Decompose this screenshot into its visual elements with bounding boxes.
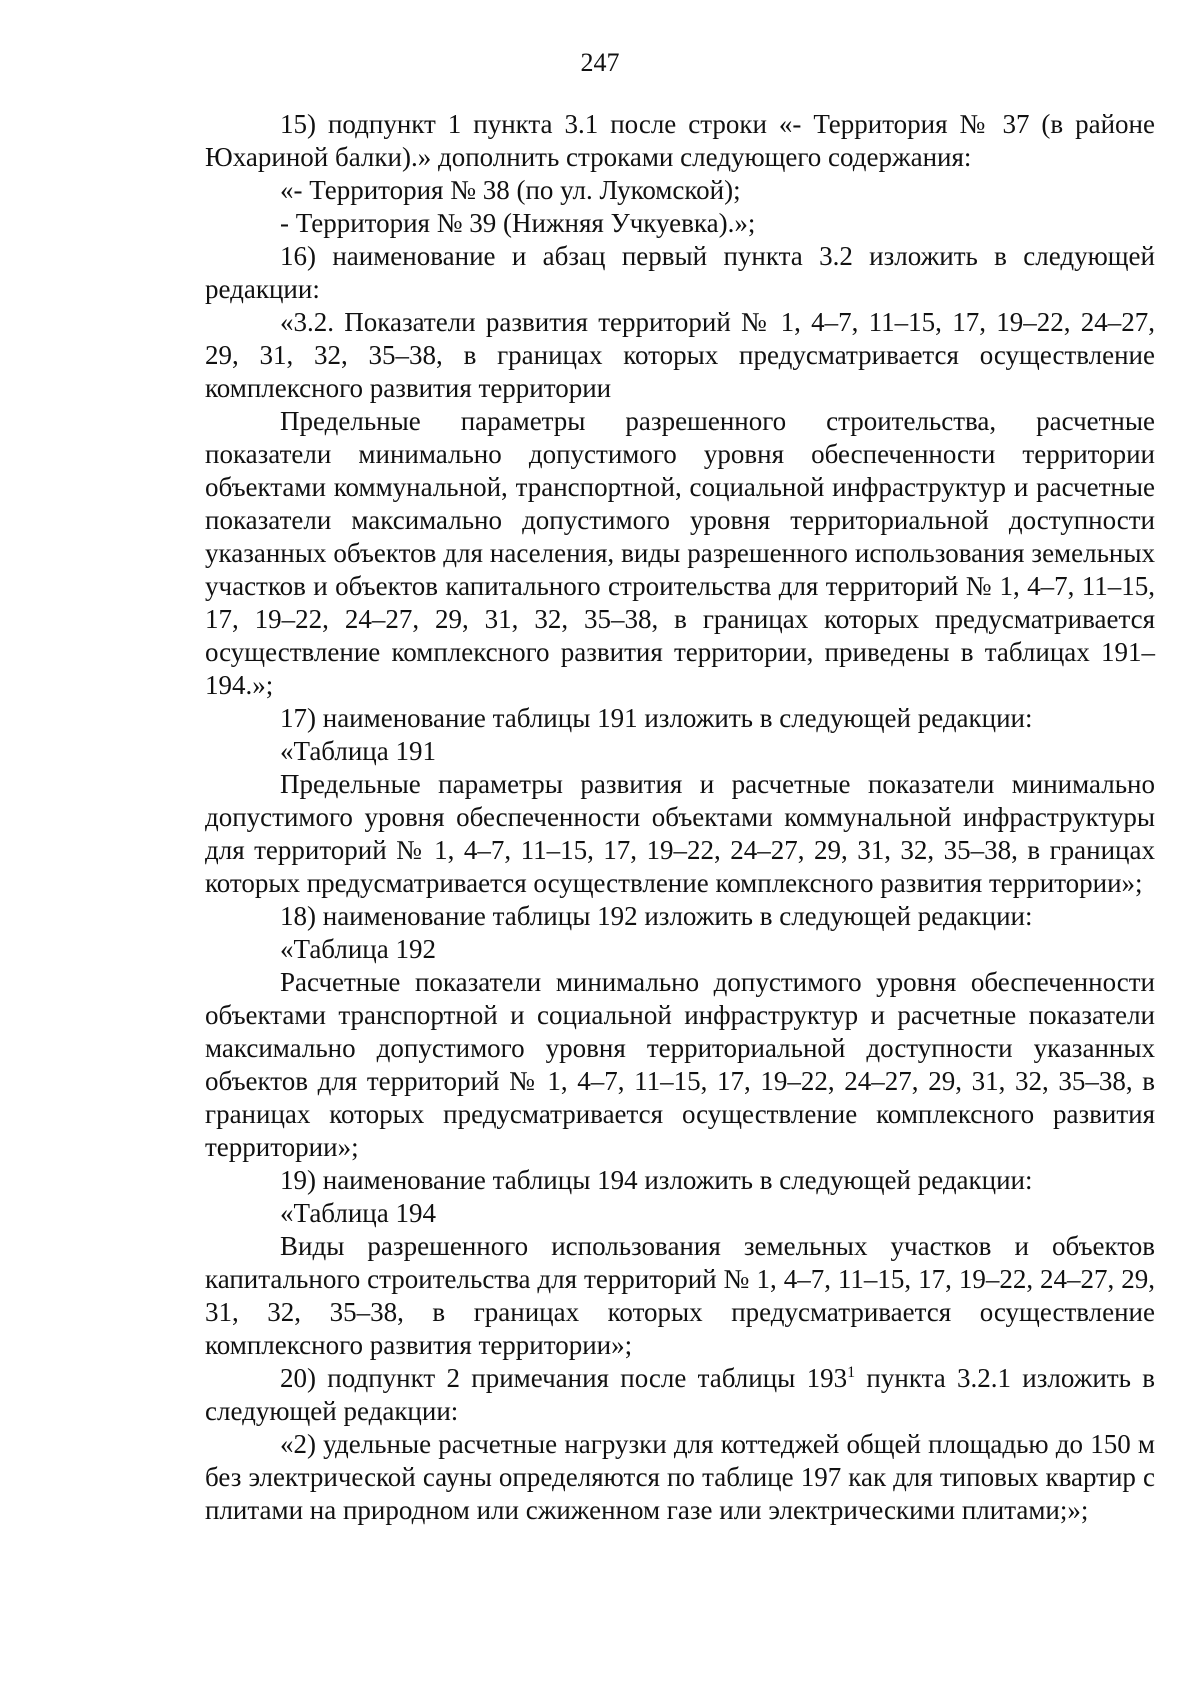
table-192-title: Расчетные показатели минимально допустимого уровня обеспеченности объектами транспортной и социальной инфраструктур и расчетные показатели максимально допустимого уровня территориальной доступности указанных объектов для территорий № 1, 4–7, 11–15, 17, 19–22, 24–27, 29, 31, 32, 35–38, в границах которых предусматривается осуществление комплексного развития территории»;: [205, 967, 1155, 1162]
paragraph-territory-39: - Территория № 39 (Нижняя Учкуевка).»;: [280, 208, 756, 238]
paragraph-territory-38: «- Территория № 38 (по ул. Лукомской);: [280, 175, 741, 205]
paragraph-3-2-body: Предельные параметры разрешенного строительства, расчетные показатели минимально допустимого уровня обеспеченности территории объектами коммунальной, транспортной, социальной инфраструктур и расчетные показатели максимально допустимого уровня территориальной доступности указанных объектов для населения, виды разрешенного использования земельных участков и объектов капитального строительства для территорий № 1, 4–7, 11–15, 17, 19–22, 24–27, 29, 31, 32, 35–38, в границах которых предусматривается осуществление комплексного развития территории, приведены в таблицах 191–194.»;: [205, 406, 1155, 700]
paragraph-17: 17) наименование таблицы 191 изложить в следующей редакции:: [280, 703, 1033, 733]
table-194-label: «Таблица 194: [280, 1198, 436, 1228]
document-body: [205, 108, 1155, 1527]
paragraph-20-superscript: 1: [847, 1364, 856, 1381]
paragraph-19: 19) наименование таблицы 194 изложить в следующей редакции:: [280, 1165, 1033, 1195]
paragraph-20-before: 20) подпункт 2 примечания после таблицы 193: [280, 1363, 848, 1393]
page-number: 247: [580, 48, 620, 77]
paragraph-16: 16) наименование и абзац первый пункта 3.2 изложить в следующей редакции:: [205, 241, 1155, 304]
paragraph-2-cottages: «2) удельные расчетные нагрузки для коттеджей общей площадью до 150 м без электрической сауны определяются по таблице 197 как для типовых квартир с плитами на природном или сжиженном газе или электрическими плитами;»;: [205, 1429, 1155, 1525]
table-191-label: «Таблица 191: [280, 736, 436, 766]
table-192-label: «Таблица 192: [280, 934, 436, 964]
table-194-title: Виды разрешенного использования земельных участков и объектов капитального строительства для территорий № 1, 4–7, 11–15, 17, 19–22, 24–27, 29, 31, 32, 35–38, в границах которых предусматривается осуществление комплексного развития территории»;: [205, 1231, 1155, 1360]
paragraph-18: 18) наименование таблицы 192 изложить в следующей редакции:: [280, 901, 1033, 931]
paragraph-15: 15) подпункт 1 пункта 3.1 после строки «- Территория № 37 (в районе Юхариной балки).» дополнить строками следующего содержания:: [205, 109, 1155, 172]
table-191-title: Предельные параметры развития и расчетные показатели минимально допустимого уровня обеспеченности объектами коммунальной инфраструктуры для территорий № 1, 4–7, 11–15, 17, 19–22, 24–27, 29, 31, 32, 35–38, в границах которых предусматривается осуществление комплексного развития территории»;: [205, 769, 1155, 898]
paragraph-20-after: пункта 3.2.1 изложить в следующей редакции:: [205, 1363, 1155, 1426]
paragraph-3-2-title: «3.2. Показатели развития территорий № 1, 4–7, 11–15, 17, 19–22, 24–27, 29, 31, 32, 35–38, в границах которых предусматривается осуществление комплексного развития территории: [205, 307, 1155, 403]
paragraph-20: [205, 1362, 1155, 1428]
